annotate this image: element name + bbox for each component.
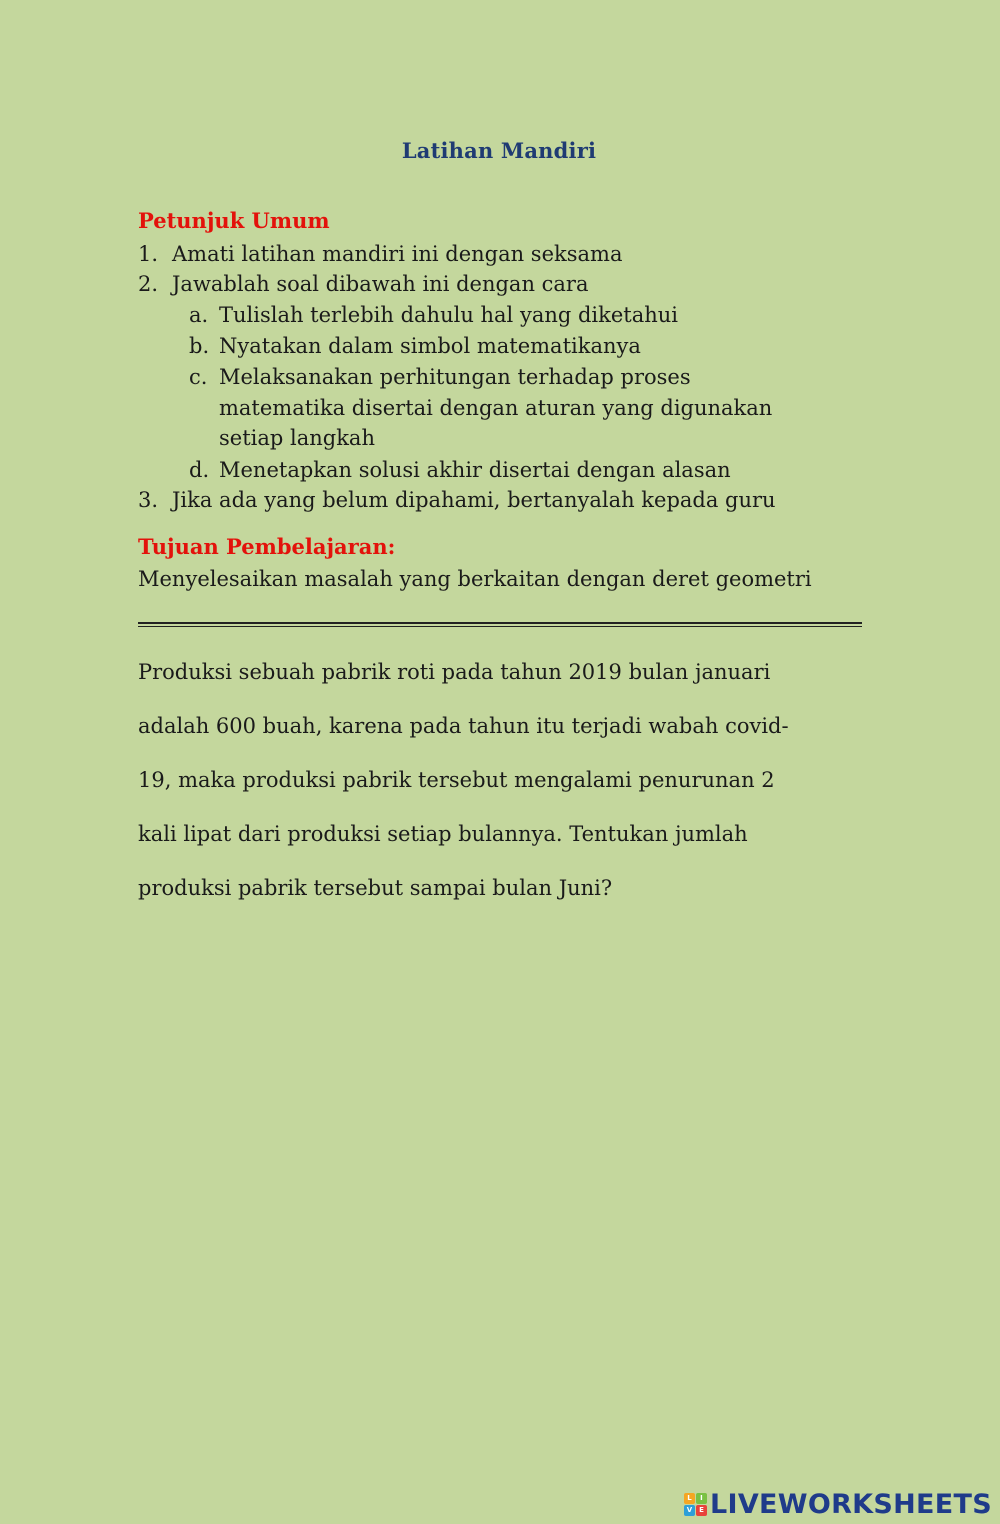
petunjuk-heading: Petunjuk Umum	[138, 208, 330, 233]
item-text: Jawablah soal dibawah ini dengan cara	[172, 272, 589, 296]
divider-line	[138, 626, 862, 627]
subitem-letter: d.	[189, 458, 210, 482]
logo-mark-letter: I	[696, 1493, 707, 1504]
logo-mark-icon	[684, 1493, 707, 1516]
subitem-text: Tulislah terlebih dahulu hal yang diketahui	[219, 303, 679, 327]
subitem-b	[189, 331, 641, 361]
subitem-text: Menetapkan solusi akhir disertai dengan alasan	[219, 458, 731, 482]
tujuan-heading: Tujuan Pembelajaran:	[138, 534, 396, 559]
logo-text: LIVEWORKSHEETS	[709, 1489, 992, 1520]
logo-mark-letter: V	[684, 1505, 695, 1516]
problem-line: 19, maka produksi pabrik tersebut mengalami penurunan 2	[138, 768, 775, 792]
liveworksheets-logo	[684, 1489, 992, 1520]
problem-line: kali lipat dari produksi setiap bulannya. Tentukan jumlah	[138, 822, 748, 846]
tujuan-text: Menyelesaikan masalah yang berkaitan dengan deret geometri	[138, 567, 812, 591]
subitem-text: Nyatakan dalam simbol matematikanya	[219, 334, 641, 358]
logo-mark-letter: L	[684, 1493, 695, 1504]
subitem-a	[189, 300, 678, 330]
petunjuk-item-3	[138, 485, 776, 515]
problem-line: adalah 600 buah, karena pada tahun itu terjadi wabah covid-	[138, 714, 789, 738]
subitem-letter: b.	[189, 334, 210, 358]
item-text: Amati latihan mandiri ini dengan seksama	[172, 242, 623, 266]
item-number: 1.	[138, 242, 159, 266]
page-title: Latihan Mandiri	[401, 138, 597, 163]
petunjuk-item-1	[138, 239, 622, 269]
petunjuk-item-2	[138, 269, 589, 299]
subitem-c-continuation: setiap langkah	[219, 426, 375, 450]
divider-line	[138, 622, 862, 624]
problem-line: Produksi sebuah pabrik roti pada tahun 2019 bulan januari	[138, 660, 771, 684]
problem-text	[138, 652, 858, 922]
subitem-c	[189, 362, 691, 392]
subitem-letter: c.	[189, 365, 208, 389]
item-number: 3.	[138, 488, 159, 512]
subitem-c-continuation: matematika disertai dengan aturan yang digunakan	[219, 396, 773, 420]
logo-mark-letter: E	[696, 1505, 707, 1516]
problem-line: produksi pabrik tersebut sampai bulan Juni?	[138, 876, 613, 900]
item-text: Jika ada yang belum dipahami, bertanyalah kepada guru	[172, 488, 776, 512]
subitem-d	[189, 455, 731, 485]
subitem-text: Melaksanakan perhitungan terhadap proses	[219, 365, 691, 389]
item-number: 2.	[138, 272, 159, 296]
subitem-letter: a.	[189, 303, 209, 327]
